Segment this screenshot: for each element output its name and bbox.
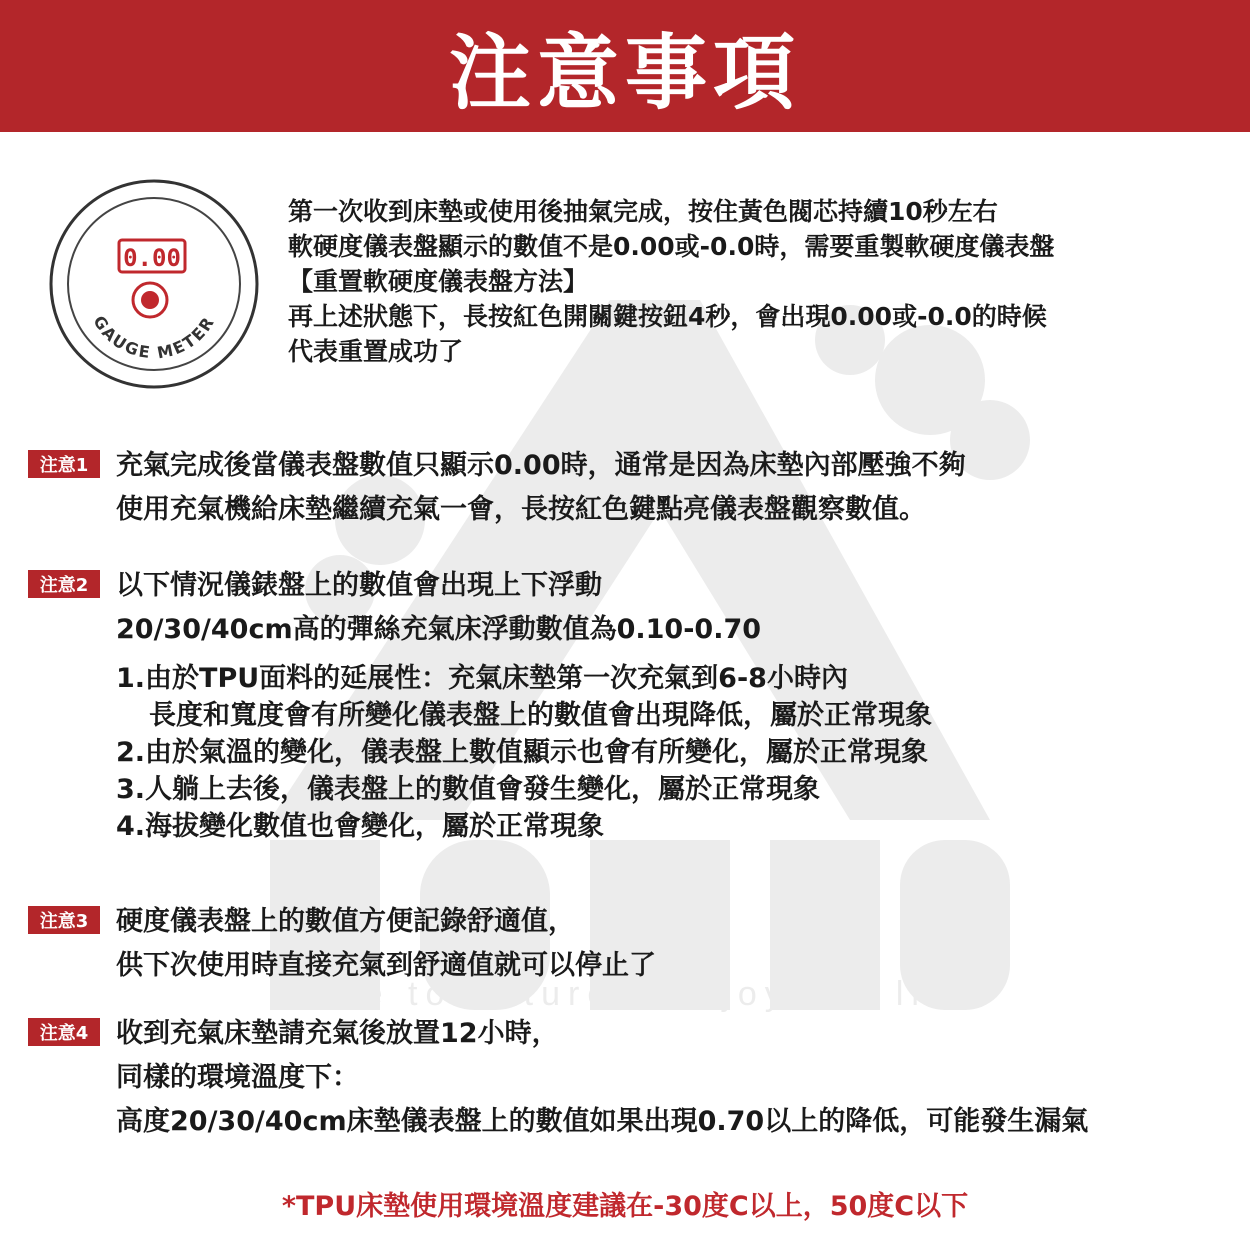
note-sub-list	[116, 660, 932, 845]
note-line: 充氣完成後當儀表盤數值只顯示0.00時，通常是因為床墊內部壓強不夠	[116, 450, 966, 481]
intro-line: 再上述狀態下，長按紅色開關鍵按鈕4秒，會出現0.00或-0.0的時候	[288, 302, 1047, 331]
gauge-power-button	[141, 291, 159, 309]
gauge-display-value: 0.00	[123, 244, 181, 272]
gauge-ring-label: GAUGE METER	[89, 312, 219, 363]
note-badge: 注意1	[28, 450, 100, 478]
note-badge: 注意3	[28, 906, 100, 934]
note-line: 高度20/30/40cm床墊儀表盤上的數值如果出現0.70以上的降低，可能發生漏氣	[116, 1106, 1089, 1137]
note-line: 同樣的環境溫度下：	[116, 1062, 359, 1093]
intro-line: 【重置軟硬度儀表盤方法】	[288, 267, 589, 296]
intro-line: 軟硬度儀表盤顯示的數值不是0.00或-0.0時，需要重製軟硬度儀表盤	[288, 232, 1055, 261]
note-line: 硬度儀表盤上的數值方便記錄舒適值，	[116, 906, 575, 937]
note-badge: 注意2	[28, 570, 100, 598]
sub-list-item: 長度和寬度會有所變化儀表盤上的數值會出現降低，屬於正常現象	[149, 700, 932, 731]
note-badge: 注意4	[28, 1018, 100, 1046]
intro-line: 第一次收到床墊或使用後抽氣完成，按住黃色閥芯持續10秒左右	[288, 197, 998, 226]
note-line: 供下次使用時直接充氣到舒適值就可以停止了	[116, 950, 656, 981]
brand-tagline: close to nature · enjoy the life.	[271, 975, 989, 1013]
sub-list-item: 3.人躺上去後，儀表盤上的數值會發生變化，屬於正常現象	[116, 774, 821, 805]
note-line: 以下情況儀錶盤上的數值會出現上下浮動	[116, 570, 602, 601]
sub-list-item: 4.海拔變化數值也會變化，屬於正常現象	[116, 811, 605, 842]
reset-instructions	[288, 194, 1054, 369]
note-line: 20/30/40cm高的彈絲充氣床浮動數值為0.10-0.70	[116, 614, 762, 645]
page-title: 注意事項	[448, 25, 801, 121]
header-banner	[0, 0, 1250, 132]
note-line: 收到充氣床墊請充氣後放置12小時，	[116, 1018, 559, 1049]
note-line: 使用充氣機給床墊繼續充氣一會，長按紅色鍵點亮儀表盤觀察數值。	[116, 494, 926, 525]
sub-list-item: 1.由於TPU面料的延展性：充氣床墊第一次充氣到6-8小時內	[116, 663, 848, 694]
temperature-warning: *TPU床墊使用環境溫度建議在-30度C以上，50度C以下	[281, 1191, 969, 1222]
intro-line: 代表重置成功了	[288, 337, 464, 366]
gauge-meter-illustration	[48, 178, 260, 390]
sub-list-item: 2.由於氣溫的變化，儀表盤上數值顯示也會有所變化，屬於正常現象	[116, 737, 929, 768]
